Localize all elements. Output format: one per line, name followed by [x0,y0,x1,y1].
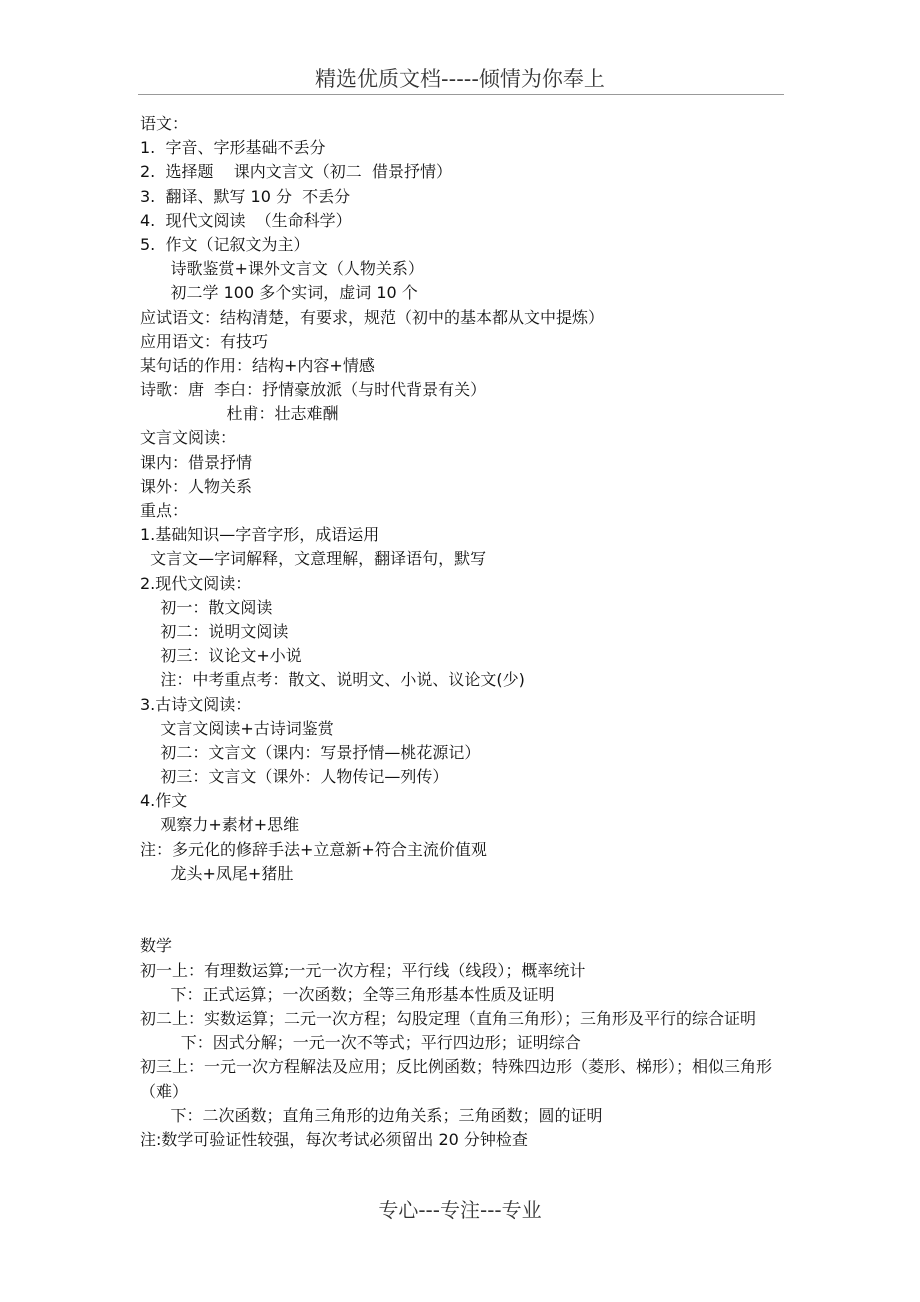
text-line: 应用语文：有技巧 [140,331,269,351]
text-line: 诗歌鉴赏+课外文言文（人物关系） [140,259,424,279]
text-line: 课内：借景抒情 [140,452,253,472]
text-line: 2.现代文阅读： [140,573,252,593]
math-section [140,934,790,1152]
text-line: 观察力+素材+思维 [140,815,300,835]
text-line: 1. 字音、字形基础不丢分 [140,138,326,158]
text-line: 初二：文言文（课内：写景抒情—桃花源记） [140,742,481,762]
text-line: 2. 选择题 课内文言文（初二 借景抒情） [140,162,452,182]
text-line: 1.基础知识—字音字形，成语运用 [140,525,380,545]
text-line: 文言文阅读： [140,428,237,448]
text-line: 3.古诗文阅读： [140,694,252,714]
text-line: 文言文—字词解释，文意理解，翻译语句，默写 [140,549,487,569]
document-body [140,112,790,1152]
text-line: 下：正式运算；一次函数；全等三角形基本性质及证明 [140,984,555,1004]
text-line: 语文： [140,114,189,133]
text-line: 初一上：有理数运算;一元一次方程；平行线（线段）；概率统计 [140,960,586,980]
header-rule [138,94,784,95]
text-line: 下：二次函数；直角三角形的边角关系；三角函数；圆的证明 [140,1105,603,1125]
text-line: 某句话的作用：结构+内容+情感 [140,355,375,375]
text-line: 初一：散文阅读 [140,597,273,617]
text-line: 应试语文：结构清楚，有要求，规范（初中的基本都从文中提炼） [140,307,605,327]
chinese-section [140,112,790,886]
text-line: 课外：人物关系 [140,476,253,496]
text-line: 初三上：一元一次方程解法及应用；反比例函数；特殊四边形（菱形、梯形）；相似三角形（难） [140,1057,773,1101]
text-line: 文言文阅读+古诗词鉴赏 [140,718,334,738]
text-line: 下：因式分解；一元一次不等式；平行四边形；证明综合 [140,1033,581,1053]
text-line: 5. 作文（记叙文为主） [140,234,310,254]
text-line: 诗歌：唐 李白：抒情豪放派（与时代背景有关） [140,380,487,400]
page-footer: 专心---专注---专业 [378,1198,542,1222]
text-line: 初三：议论文+小说 [140,646,302,666]
text-line: 初二上：实数运算；二元一次方程；勾股定理（直角三角形）；三角形及平行的综合证明 [140,1008,757,1028]
text-line: 龙头+凤尾+猪肚 [140,863,294,883]
text-line: 初二学 100 多个实词，虚词 10 个 [140,283,418,303]
text-line: 4.作文 [140,791,188,811]
text-line: 注：中考重点考：散文、说明文、小说、议论文(少) [140,670,525,690]
text-line: 4. 现代文阅读 （生命科学） [140,210,352,230]
text-line: 初二：说明文阅读 [140,621,289,641]
text-line: 杜甫：壮志难酬 [140,404,339,424]
text-line: 初三：文言文（课外：人物传记—列传） [140,767,449,787]
text-line: 重点： [140,501,189,520]
text-line: 注：多元化的修辞手法+立意新+符合主流价值观 [140,839,487,859]
text-line: 注:数学可验证性较强，每次考试必须留出 20 分钟检查 [140,1129,528,1149]
section-spacer [140,886,790,934]
page-header: 精选优质文档-----倾情为你奉上 [315,67,605,91]
text-line: 3. 翻译、默写 10 分 不丢分 [140,186,351,206]
math-title: 数学 [140,936,173,956]
